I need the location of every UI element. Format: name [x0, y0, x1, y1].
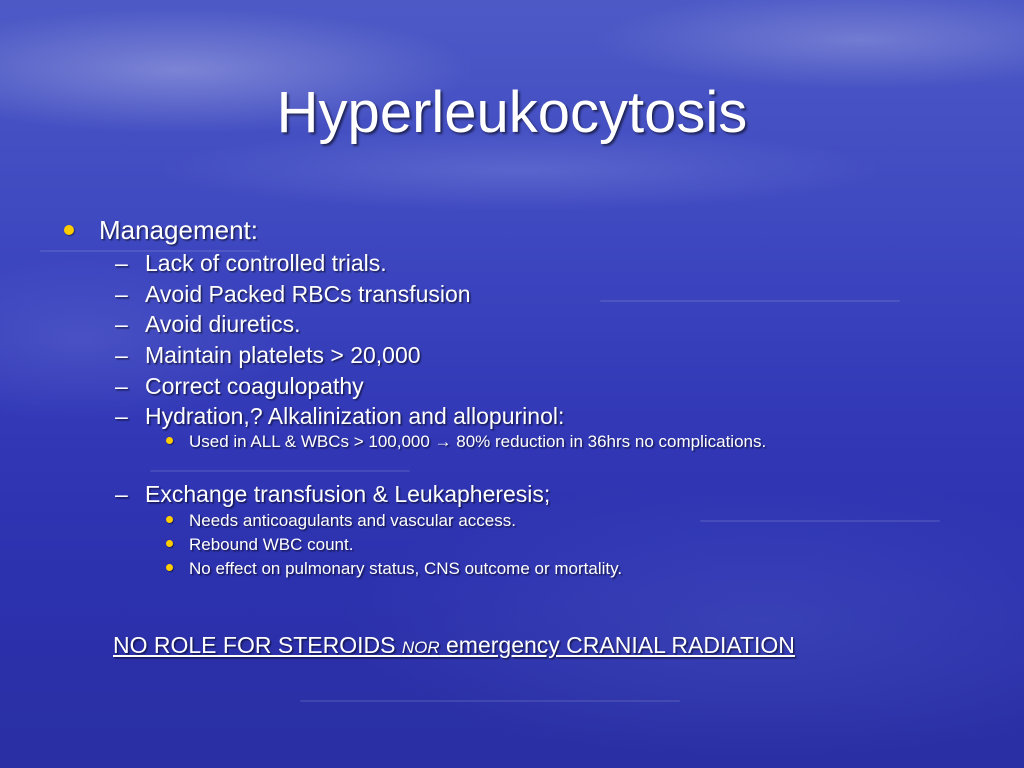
- sub-list-item: No effect on pulmonary status, CNS outcome or mortality.: [189, 559, 623, 578]
- dash-icon: –: [115, 311, 128, 337]
- bullet-dot-icon: [166, 564, 173, 571]
- list-item: Exchange transfusion & Leukapheresis;: [145, 481, 551, 507]
- sub-list-item: Used in ALL & WBCs > 100,000 → 80% reduction in 36hrs no complications.: [189, 432, 767, 451]
- list-item: Avoid diuretics.: [145, 311, 301, 337]
- dash-icon: –: [115, 342, 128, 368]
- note-text-end: emergency CRANIAL RADIATION: [439, 632, 795, 658]
- sub-list-item: Rebound WBC count.: [189, 535, 354, 554]
- dash-icon: –: [115, 373, 128, 399]
- steroids-note: [113, 631, 795, 662]
- bullet-dot-icon: [166, 437, 173, 444]
- dash-icon: –: [115, 250, 128, 276]
- slide-title: Hyperleukocytosis: [276, 80, 748, 145]
- background-streak: [600, 300, 900, 302]
- bullet-dot-icon: [64, 225, 74, 235]
- management-heading: Management:: [99, 215, 258, 245]
- bullet-dot-icon: [166, 516, 173, 523]
- dash-icon: –: [115, 281, 128, 307]
- list-item: Correct coagulopathy: [145, 373, 364, 399]
- dash-icon: –: [115, 403, 128, 429]
- list-item: Avoid Packed RBCs transfusion: [145, 281, 471, 307]
- sub-list-item: Needs anticoagulants and vascular access.: [189, 511, 516, 530]
- background-streak: [700, 520, 940, 522]
- background-streak: [300, 700, 680, 702]
- note-emphasis: NOR: [401, 638, 440, 657]
- bullet-dot-icon: [166, 540, 173, 547]
- note-text-start: NO ROLE FOR STEROIDS: [113, 632, 402, 658]
- list-item: Hydration,? Alkalinization and allopurinol:: [145, 403, 565, 429]
- background-streak: [150, 470, 410, 472]
- dash-icon: –: [115, 481, 128, 507]
- list-item: Lack of controlled trials.: [145, 250, 387, 276]
- list-item: Maintain platelets > 20,000: [145, 342, 421, 368]
